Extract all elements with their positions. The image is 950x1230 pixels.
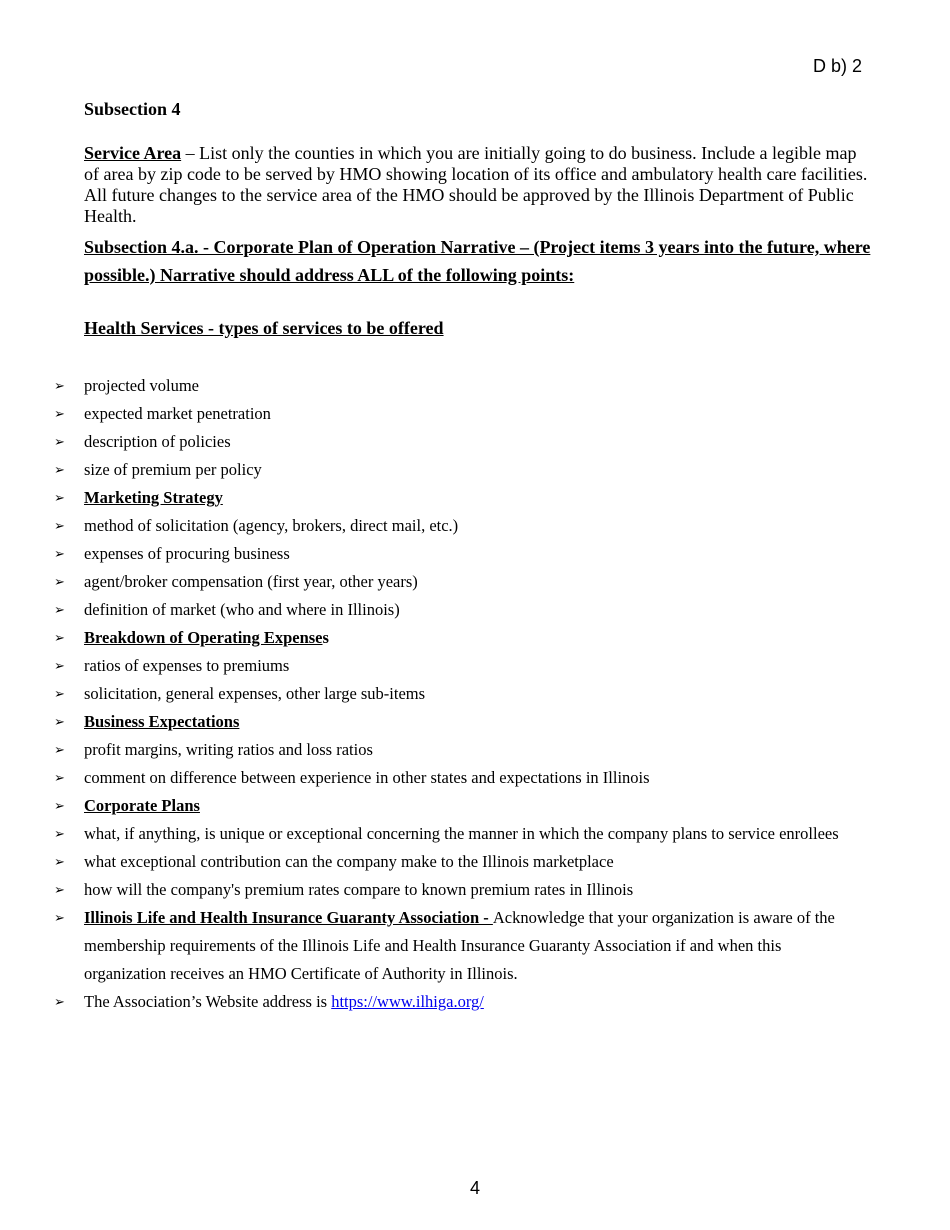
corporate-plans-heading: Corporate Plans xyxy=(84,796,200,815)
arrow-bullet-icon: ➢ xyxy=(54,798,65,813)
business-expectations-heading: Business Expectations xyxy=(84,712,240,731)
service-area-text: – List only the counties in which you are initially going to do business. Include a legible map of area by zip code to be served by HMO showing location of its office and ambulatory health care facilities. All future changes to the service area of the HMO should be approved by the Illinois Department of Public Health. xyxy=(84,143,868,226)
list-item xyxy=(0,876,844,904)
service-area-label: Service Area xyxy=(84,143,182,163)
arrow-bullet-icon: ➢ xyxy=(54,462,65,477)
arrow-bullet-icon: ➢ xyxy=(54,658,65,673)
list-item xyxy=(0,792,844,820)
list-item xyxy=(0,624,844,652)
list-item xyxy=(0,904,844,988)
list-item xyxy=(0,848,844,876)
arrow-bullet-icon: ➢ xyxy=(54,574,65,589)
list-item-text: method of solicitation (agency, brokers, direct mail, etc.) xyxy=(84,516,459,535)
arrow-bullet-icon: ➢ xyxy=(54,406,65,421)
health-services-heading: Health Services - types of services to be offered xyxy=(84,318,444,338)
arrow-bullet-icon: ➢ xyxy=(54,518,65,533)
arrow-bullet-icon: ➢ xyxy=(54,602,65,617)
arrow-bullet-icon: ➢ xyxy=(54,742,65,757)
list-item xyxy=(0,652,844,680)
arrow-bullet-icon: ➢ xyxy=(54,994,65,1009)
page-number: 4 xyxy=(469,1178,480,1198)
arrow-bullet-icon: ➢ xyxy=(54,770,65,785)
list-item xyxy=(0,764,844,792)
list-item xyxy=(0,596,844,624)
arrow-bullet-icon: ➢ xyxy=(54,546,65,561)
list-item xyxy=(0,708,844,736)
arrow-bullet-icon: ➢ xyxy=(54,854,65,869)
service-area-paragraph xyxy=(84,143,874,227)
list-item-text: definition of market (who and where in Illinois) xyxy=(84,600,400,619)
list-item-text: expected market penetration xyxy=(84,404,271,423)
list-item xyxy=(0,484,844,512)
arrow-bullet-icon: ➢ xyxy=(54,378,65,393)
association-website-link[interactable]: https://www.ilhiga.org/ xyxy=(331,992,484,1011)
list-item xyxy=(0,372,844,400)
marketing-strategy-heading: Marketing Strategy xyxy=(84,488,223,507)
guaranty-association-heading: Illinois Life and Health Insurance Guaranty Association - xyxy=(84,908,493,927)
list-item-text: expenses of procuring business xyxy=(84,544,290,563)
list-item-text: comment on difference between experience in other states and expectations in Illinois xyxy=(84,768,650,787)
list-item xyxy=(0,456,844,484)
list-item-text: agent/broker compensation (first year, other years) xyxy=(84,572,418,591)
list-item xyxy=(0,680,844,708)
list-item xyxy=(0,428,844,456)
subsection-4a-title: Subsection 4.a. - Corporate Plan of Operation Narrative – (Project items 3 years into the future, where possible.) Narrative should address ALL of the following points: xyxy=(84,237,871,285)
list-item-text: The Association’s Website address is xyxy=(84,992,332,1011)
list-item xyxy=(0,400,844,428)
list-item xyxy=(0,540,844,568)
list-item-text: projected volume xyxy=(84,376,200,395)
arrow-bullet-icon: ➢ xyxy=(54,434,65,449)
header-code: D b) 2 xyxy=(812,56,862,76)
list-item-text: size of premium per policy xyxy=(84,460,262,479)
arrow-bullet-icon: ➢ xyxy=(54,714,65,729)
arrow-bullet-icon: ➢ xyxy=(54,686,65,701)
arrow-bullet-icon: ➢ xyxy=(54,630,65,645)
list-item-text: profit margins, writing ratios and loss ratios xyxy=(84,740,373,759)
list-item-text: ratios of expenses to premiums xyxy=(84,656,290,675)
list-item-text: how will the company's premium rates compare to known premium rates in Illinois xyxy=(84,880,634,899)
arrow-bullet-icon: ➢ xyxy=(54,490,65,505)
requirements-list xyxy=(0,372,950,1016)
list-item-text: solicitation, general expenses, other large sub-items xyxy=(84,684,426,703)
list-item-text: description of policies xyxy=(84,432,231,451)
operating-expenses-heading-tail: s xyxy=(322,628,329,647)
list-item-text: what, if anything, is unique or exceptional concerning the manner in which the company plans to service enrollees xyxy=(84,824,839,843)
arrow-bullet-icon: ➢ xyxy=(54,882,65,897)
list-item-text: Acknowledge that your organization is aware of the membership requirements of the Illinois Life and Health Insurance Guaranty Association if and when this organization receives an HMO Certificate of Authority in Illinois. xyxy=(84,908,835,983)
list-item xyxy=(0,820,844,848)
list-item-text: what exceptional contribution can the company make to the Illinois marketplace xyxy=(84,852,614,871)
list-item xyxy=(0,512,844,540)
operating-expenses-heading: Breakdown of Operating Expense xyxy=(84,628,323,647)
subsection-4-title: Subsection 4 xyxy=(84,99,181,119)
list-item xyxy=(0,988,844,1016)
arrow-bullet-icon: ➢ xyxy=(54,826,65,841)
list-item xyxy=(0,736,844,764)
list-item xyxy=(0,568,844,596)
arrow-bullet-icon: ➢ xyxy=(54,910,65,925)
